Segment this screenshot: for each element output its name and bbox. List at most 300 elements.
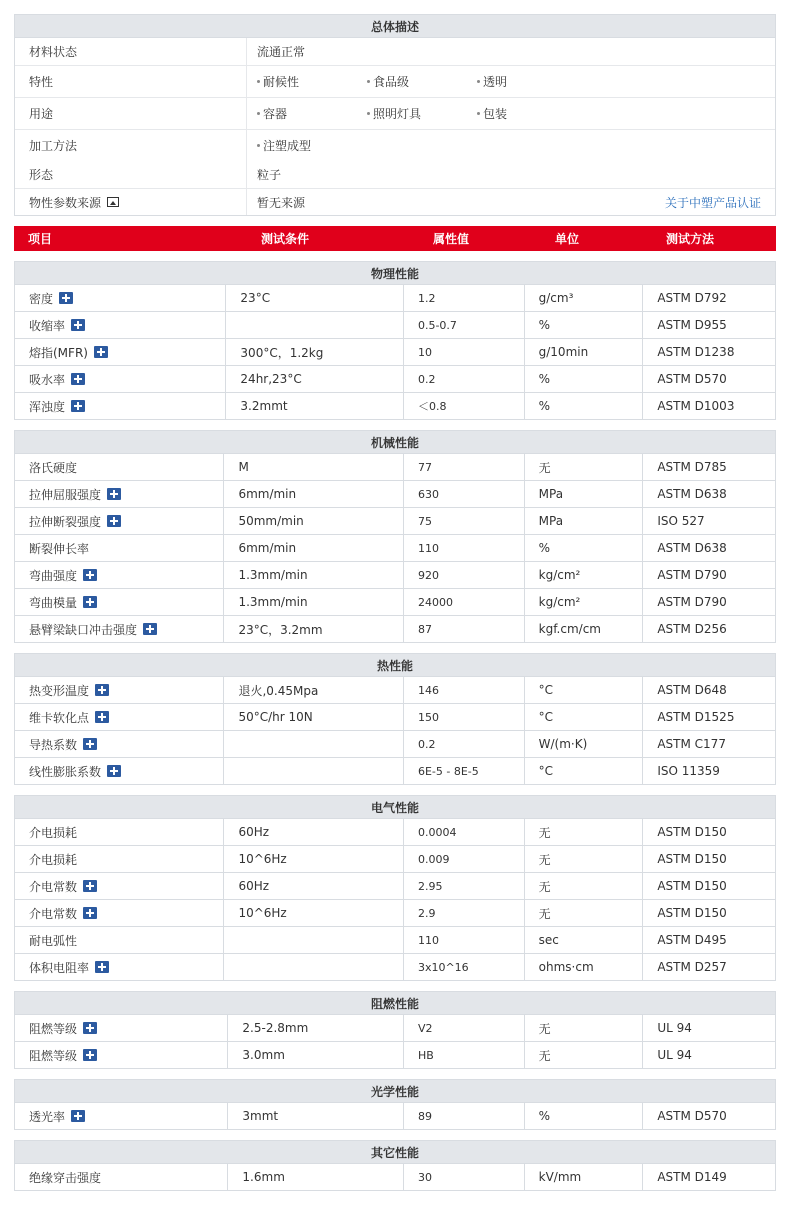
property-name-cell xyxy=(15,758,224,784)
property-name-cell xyxy=(15,927,224,953)
property-name-cell xyxy=(15,1103,228,1129)
test-method: ASTM D648 xyxy=(657,683,727,697)
property-name: 绝缘穿击强度 xyxy=(29,1170,102,1185)
test-method: ASTM D792 xyxy=(657,291,727,305)
property-name-cell xyxy=(15,900,224,926)
test-condition-cell xyxy=(224,758,404,784)
property-name-cell xyxy=(15,1164,228,1190)
property-name-cell xyxy=(15,954,224,980)
col-condition: 测试条件 xyxy=(261,232,310,246)
overview-label: 材料状态 xyxy=(15,38,247,65)
test-condition-cell xyxy=(224,900,404,926)
property-value-cell xyxy=(404,285,525,311)
image-icon[interactable] xyxy=(107,197,119,207)
test-condition-cell xyxy=(224,589,404,615)
property-name-cell xyxy=(15,1042,228,1068)
unit: 无 xyxy=(538,906,551,921)
expand-plus-icon[interactable] xyxy=(83,1022,97,1034)
property-value: 0.5-0.7 xyxy=(417,318,457,332)
expand-plus-icon[interactable] xyxy=(71,373,85,385)
overview-label: 用途 xyxy=(15,98,247,129)
property-sections xyxy=(14,261,776,1191)
unit-cell xyxy=(525,562,644,588)
unit: % xyxy=(538,1109,551,1123)
overview-title: 总体描述 xyxy=(14,14,776,38)
overview-label: 加工方法 xyxy=(15,130,247,161)
expand-plus-icon[interactable] xyxy=(83,880,97,892)
expand-plus-icon[interactable] xyxy=(59,292,73,304)
test-method: ASTM D790 xyxy=(657,595,727,609)
unit-cell xyxy=(525,481,644,507)
expand-plus-icon[interactable] xyxy=(107,515,121,527)
unit: °C xyxy=(538,683,554,697)
property-value-cell xyxy=(404,481,525,507)
property-name-cell xyxy=(15,339,226,365)
section-table xyxy=(14,261,776,420)
test-condition-cell xyxy=(224,535,404,561)
unit-cell xyxy=(525,589,644,615)
property-value: 2.9 xyxy=(417,906,436,920)
test-method: UL 94 xyxy=(657,1048,692,1062)
property-value-cell xyxy=(404,819,525,845)
property-name: 维卡软化点 xyxy=(29,710,90,725)
expand-plus-icon[interactable] xyxy=(71,400,85,412)
usage-tag: 容器 xyxy=(257,105,367,122)
expand-plus-icon[interactable] xyxy=(71,1110,85,1122)
property-value: 2.95 xyxy=(417,879,443,893)
property-name-cell xyxy=(15,616,224,642)
section-table xyxy=(14,795,776,981)
table-row xyxy=(14,704,776,731)
property-name: 拉伸屈服强度 xyxy=(29,487,102,502)
unit: 无 xyxy=(538,879,551,894)
test-condition: M xyxy=(238,460,249,474)
property-name-cell xyxy=(15,562,224,588)
section-table xyxy=(14,1140,776,1191)
property-name-cell xyxy=(15,481,224,507)
property-name-cell xyxy=(15,677,224,703)
unit-cell xyxy=(525,677,644,703)
property-name: 透光率 xyxy=(29,1109,66,1124)
unit: % xyxy=(538,372,551,386)
unit-cell xyxy=(525,900,644,926)
test-condition-cell xyxy=(228,1042,404,1068)
test-method: ASTM D785 xyxy=(657,460,727,474)
overview-row-features xyxy=(15,65,775,97)
unit-cell xyxy=(525,508,644,534)
expand-plus-icon[interactable] xyxy=(83,1049,97,1061)
test-method: ASTM D150 xyxy=(657,879,727,893)
column-header xyxy=(14,226,776,251)
property-name: 导热系数 xyxy=(29,737,78,752)
section-table xyxy=(14,991,776,1069)
property-value: 146 xyxy=(417,683,439,697)
expand-plus-icon[interactable] xyxy=(83,569,97,581)
expand-plus-icon[interactable] xyxy=(95,711,109,723)
property-name: 断裂伸长率 xyxy=(29,541,90,556)
unit-cell xyxy=(525,954,644,980)
table-row xyxy=(14,846,776,873)
property-value-cell xyxy=(404,508,525,534)
test-condition: 6mm/min xyxy=(238,487,297,501)
overview-row-processing xyxy=(15,129,775,161)
property-name: 热变形温度 xyxy=(29,683,90,698)
unit: g/cm³ xyxy=(538,291,574,305)
test-condition: 24hr,23°C xyxy=(240,372,302,386)
property-name: 耐电弧性 xyxy=(29,933,78,948)
table-row xyxy=(14,393,776,420)
overview-row-source xyxy=(15,188,775,215)
test-method: UL 94 xyxy=(657,1021,692,1035)
test-condition: 1.3mm/min xyxy=(238,568,308,582)
table-row xyxy=(14,454,776,481)
property-value: 0.2 xyxy=(417,737,436,751)
test-condition-cell xyxy=(226,285,404,311)
test-condition-cell xyxy=(224,819,404,845)
table-row xyxy=(14,1103,776,1130)
table-row xyxy=(14,339,776,366)
property-name: 介电常数 xyxy=(29,879,78,894)
property-value-cell xyxy=(404,731,525,757)
test-method-cell xyxy=(643,758,775,784)
test-method: ASTM D570 xyxy=(657,372,727,386)
property-name-cell xyxy=(15,393,226,419)
unit-cell xyxy=(525,1015,644,1041)
unit: 无 xyxy=(538,460,551,475)
table-row xyxy=(14,535,776,562)
unit-cell xyxy=(525,339,644,365)
property-value-cell xyxy=(404,454,525,480)
col-method: 测试方法 xyxy=(666,232,715,246)
property-value: 75 xyxy=(417,514,432,528)
table-row xyxy=(14,731,776,758)
overview-value: 暂无来源 xyxy=(257,195,306,210)
test-condition: 23°C，3.2mm xyxy=(238,622,323,637)
processing-tag: 注塑成型 xyxy=(257,137,311,154)
expand-plus-icon[interactable] xyxy=(143,623,157,635)
test-method: ASTM D638 xyxy=(657,487,727,501)
expand-plus-icon[interactable] xyxy=(83,907,97,919)
test-condition-cell xyxy=(224,481,404,507)
property-value: 630 xyxy=(417,487,439,501)
unit: MPa xyxy=(538,514,564,528)
property-name: 密度 xyxy=(29,291,54,306)
property-value: 0.0004 xyxy=(417,825,457,839)
test-condition-cell xyxy=(224,846,404,872)
property-name-cell xyxy=(15,1015,228,1041)
table-row xyxy=(14,1042,776,1069)
table-row xyxy=(14,927,776,954)
section-title: 阻燃性能 xyxy=(14,991,776,1015)
test-condition: 10^6Hz xyxy=(238,852,287,866)
property-value-cell xyxy=(404,704,525,730)
test-method-cell xyxy=(643,285,775,311)
table-row xyxy=(14,1164,776,1191)
table-row xyxy=(14,616,776,643)
property-name: 熔指(MFR) xyxy=(29,345,88,360)
test-method: ASTM D495 xyxy=(657,933,727,947)
expand-plus-icon[interactable] xyxy=(107,488,121,500)
test-condition-cell xyxy=(226,312,404,338)
unit: kg/cm² xyxy=(538,595,581,609)
col-value: 属性值 xyxy=(433,232,470,246)
test-method-cell xyxy=(643,954,775,980)
test-method-cell xyxy=(643,927,775,953)
test-condition: 2.5-2.8mm xyxy=(242,1021,309,1035)
property-value-cell xyxy=(404,1015,525,1041)
expand-plus-icon[interactable] xyxy=(95,684,109,696)
test-method: ASTM D955 xyxy=(657,318,727,332)
test-method-cell xyxy=(643,677,775,703)
test-condition-cell xyxy=(224,954,404,980)
overview-value: 粒子 xyxy=(257,168,282,182)
property-name: 体积电阻率 xyxy=(29,960,90,975)
test-condition-cell xyxy=(226,393,404,419)
property-value: 1.2 xyxy=(417,291,436,305)
test-condition: 50°C/hr 10N xyxy=(238,710,313,724)
unit: 无 xyxy=(538,1021,551,1036)
property-name: 介电损耗 xyxy=(29,825,78,840)
test-method: ASTM C177 xyxy=(657,737,726,751)
property-value: 24000 xyxy=(417,595,453,609)
test-condition-cell xyxy=(224,704,404,730)
expand-plus-icon[interactable] xyxy=(83,596,97,608)
property-value-cell xyxy=(404,1164,525,1190)
property-name: 洛氏硬度 xyxy=(29,460,78,475)
usage-tag: 照明灯具 xyxy=(367,105,477,122)
test-method-cell xyxy=(643,366,775,392)
test-method: ASTM D1525 xyxy=(657,710,735,724)
table-row xyxy=(14,1015,776,1042)
property-value-cell xyxy=(404,589,525,615)
section-table xyxy=(14,1079,776,1130)
test-condition-cell xyxy=(224,454,404,480)
unit: °C xyxy=(538,710,554,724)
property-value: 0.009 xyxy=(417,852,450,866)
property-name-cell xyxy=(15,731,224,757)
property-name: 收缩率 xyxy=(29,318,66,333)
property-value-cell xyxy=(404,1103,525,1129)
property-value-cell xyxy=(404,366,525,392)
table-row xyxy=(14,562,776,589)
unit: kgf.cm/cm xyxy=(538,622,601,636)
section-table xyxy=(14,653,776,785)
test-method: ASTM D570 xyxy=(657,1109,727,1123)
expand-plus-icon[interactable] xyxy=(95,961,109,973)
test-condition-cell xyxy=(224,562,404,588)
col-unit: 单位 xyxy=(555,232,580,246)
test-method-cell xyxy=(643,339,775,365)
test-condition-cell xyxy=(224,873,404,899)
unit-cell xyxy=(525,731,644,757)
test-method: ASTM D257 xyxy=(657,960,727,974)
property-value: V2 xyxy=(417,1021,433,1035)
property-value: 150 xyxy=(417,710,439,724)
unit-cell xyxy=(525,819,644,845)
property-name: 悬臂梁缺口冲击强度 xyxy=(29,622,138,637)
test-method-cell xyxy=(643,819,775,845)
unit-cell xyxy=(525,535,644,561)
table-row xyxy=(14,508,776,535)
expand-plus-icon[interactable] xyxy=(71,319,85,331)
table-row xyxy=(14,481,776,508)
table-row xyxy=(14,819,776,846)
unit-cell xyxy=(525,1042,644,1068)
test-method-cell xyxy=(643,1015,775,1041)
test-method-cell xyxy=(643,508,775,534)
property-value-cell xyxy=(404,846,525,872)
unit-cell xyxy=(525,1103,644,1129)
test-condition-cell xyxy=(224,508,404,534)
unit: 无 xyxy=(538,852,551,867)
unit: % xyxy=(538,399,551,413)
section-title: 其它性能 xyxy=(14,1140,776,1164)
property-name-cell xyxy=(15,873,224,899)
feature-tag: 透明 xyxy=(477,73,557,90)
unit-cell xyxy=(525,758,644,784)
expand-plus-icon[interactable] xyxy=(83,738,97,750)
test-condition-cell xyxy=(228,1015,404,1041)
table-row xyxy=(14,900,776,927)
test-method-cell xyxy=(643,873,775,899)
unit: % xyxy=(538,541,551,555)
test-method-cell xyxy=(643,481,775,507)
section-title: 机械性能 xyxy=(14,430,776,454)
test-method-cell xyxy=(643,535,775,561)
unit-cell xyxy=(525,873,644,899)
test-condition: 3.2mmt xyxy=(240,399,288,413)
table-row xyxy=(14,312,776,339)
test-method: ISO 11359 xyxy=(657,764,720,778)
test-method-cell xyxy=(643,1164,775,1190)
test-condition: 300°C，1.2kg xyxy=(240,345,324,360)
unit-cell xyxy=(525,454,644,480)
test-method: ASTM D256 xyxy=(657,622,727,636)
test-condition-cell xyxy=(226,339,404,365)
test-condition: 退火,0.45Mpa xyxy=(238,683,319,698)
unit-cell xyxy=(525,616,644,642)
test-method-cell xyxy=(643,1042,775,1068)
test-method-cell xyxy=(643,900,775,926)
property-value-cell xyxy=(404,927,525,953)
property-name: 介电常数 xyxy=(29,906,78,921)
feature-tag: 耐候性 xyxy=(257,73,367,90)
test-condition-cell xyxy=(228,1103,404,1129)
expand-plus-icon[interactable] xyxy=(94,346,108,358)
property-value-cell xyxy=(404,339,525,365)
property-name-cell xyxy=(15,846,224,872)
property-name-cell xyxy=(15,312,226,338)
unit-cell xyxy=(525,704,644,730)
test-method-cell xyxy=(643,589,775,615)
unit: sec xyxy=(538,933,559,947)
test-condition: 50mm/min xyxy=(238,514,304,528)
property-value-cell xyxy=(404,1042,525,1068)
unit-cell xyxy=(525,312,644,338)
test-condition: 1.6mm xyxy=(242,1170,285,1184)
property-value-cell xyxy=(404,873,525,899)
property-value-cell xyxy=(404,562,525,588)
property-name-cell xyxy=(15,285,226,311)
test-condition: 60Hz xyxy=(238,825,270,839)
expand-plus-icon[interactable] xyxy=(107,765,121,777)
property-value: 920 xyxy=(417,568,439,582)
property-value: 77 xyxy=(417,460,432,474)
certification-link[interactable]: 关于中塑产品认证 xyxy=(664,195,761,210)
test-method-cell xyxy=(643,562,775,588)
overview-table xyxy=(14,38,776,216)
table-row xyxy=(14,954,776,981)
overview-row-status xyxy=(15,38,775,65)
test-condition-cell xyxy=(226,366,404,392)
table-row xyxy=(14,285,776,312)
test-method: ASTM D150 xyxy=(657,825,727,839)
test-condition-cell xyxy=(224,927,404,953)
property-name: 浑浊度 xyxy=(29,399,66,414)
test-method-cell xyxy=(643,1103,775,1129)
overview-label: 特性 xyxy=(15,66,247,97)
property-value: 30 xyxy=(417,1170,432,1184)
test-method: ASTM D1238 xyxy=(657,345,735,359)
property-name: 拉伸断裂强度 xyxy=(29,514,102,529)
test-method-cell xyxy=(643,731,775,757)
feature-tag: 食品级 xyxy=(367,73,477,90)
table-row xyxy=(14,366,776,393)
test-method-cell xyxy=(643,312,775,338)
col-item: 项目 xyxy=(28,232,53,246)
unit-cell xyxy=(525,927,644,953)
test-condition: 60Hz xyxy=(238,879,270,893)
test-condition: 3.0mm xyxy=(242,1048,285,1062)
property-name-cell xyxy=(15,535,224,561)
section-title: 热性能 xyxy=(14,653,776,677)
unit: ohms·cm xyxy=(538,960,594,974)
unit-cell xyxy=(525,285,644,311)
table-row xyxy=(14,589,776,616)
test-condition-cell xyxy=(224,677,404,703)
property-name: 介电损耗 xyxy=(29,852,78,867)
unit: W/(m·K) xyxy=(538,737,588,751)
property-value-cell xyxy=(404,393,525,419)
test-condition-cell xyxy=(228,1164,404,1190)
overview-label: 物性参数来源 xyxy=(29,195,102,210)
unit-cell xyxy=(525,393,644,419)
property-value-cell xyxy=(404,677,525,703)
unit: 无 xyxy=(538,825,551,840)
test-method: ASTM D150 xyxy=(657,906,727,920)
property-value: 89 xyxy=(417,1109,432,1123)
property-name: 弯曲模量 xyxy=(29,595,78,610)
test-method: ASTM D149 xyxy=(657,1170,727,1184)
property-name: 弯曲强度 xyxy=(29,568,78,583)
property-value-cell xyxy=(404,954,525,980)
property-name-cell xyxy=(15,819,224,845)
property-value-cell xyxy=(404,900,525,926)
property-value-cell xyxy=(404,758,525,784)
property-value: 0.2 xyxy=(417,372,436,386)
test-method-cell xyxy=(643,454,775,480)
unit: MPa xyxy=(538,487,564,501)
test-condition-cell xyxy=(224,616,404,642)
property-name-cell xyxy=(15,704,224,730)
property-name-cell xyxy=(15,589,224,615)
table-row xyxy=(14,758,776,785)
test-method: ASTM D638 xyxy=(657,541,727,555)
unit: g/10min xyxy=(538,345,589,359)
unit: kV/mm xyxy=(538,1170,582,1184)
section-title: 光学性能 xyxy=(14,1079,776,1103)
usage-tag: 包装 xyxy=(477,105,557,122)
